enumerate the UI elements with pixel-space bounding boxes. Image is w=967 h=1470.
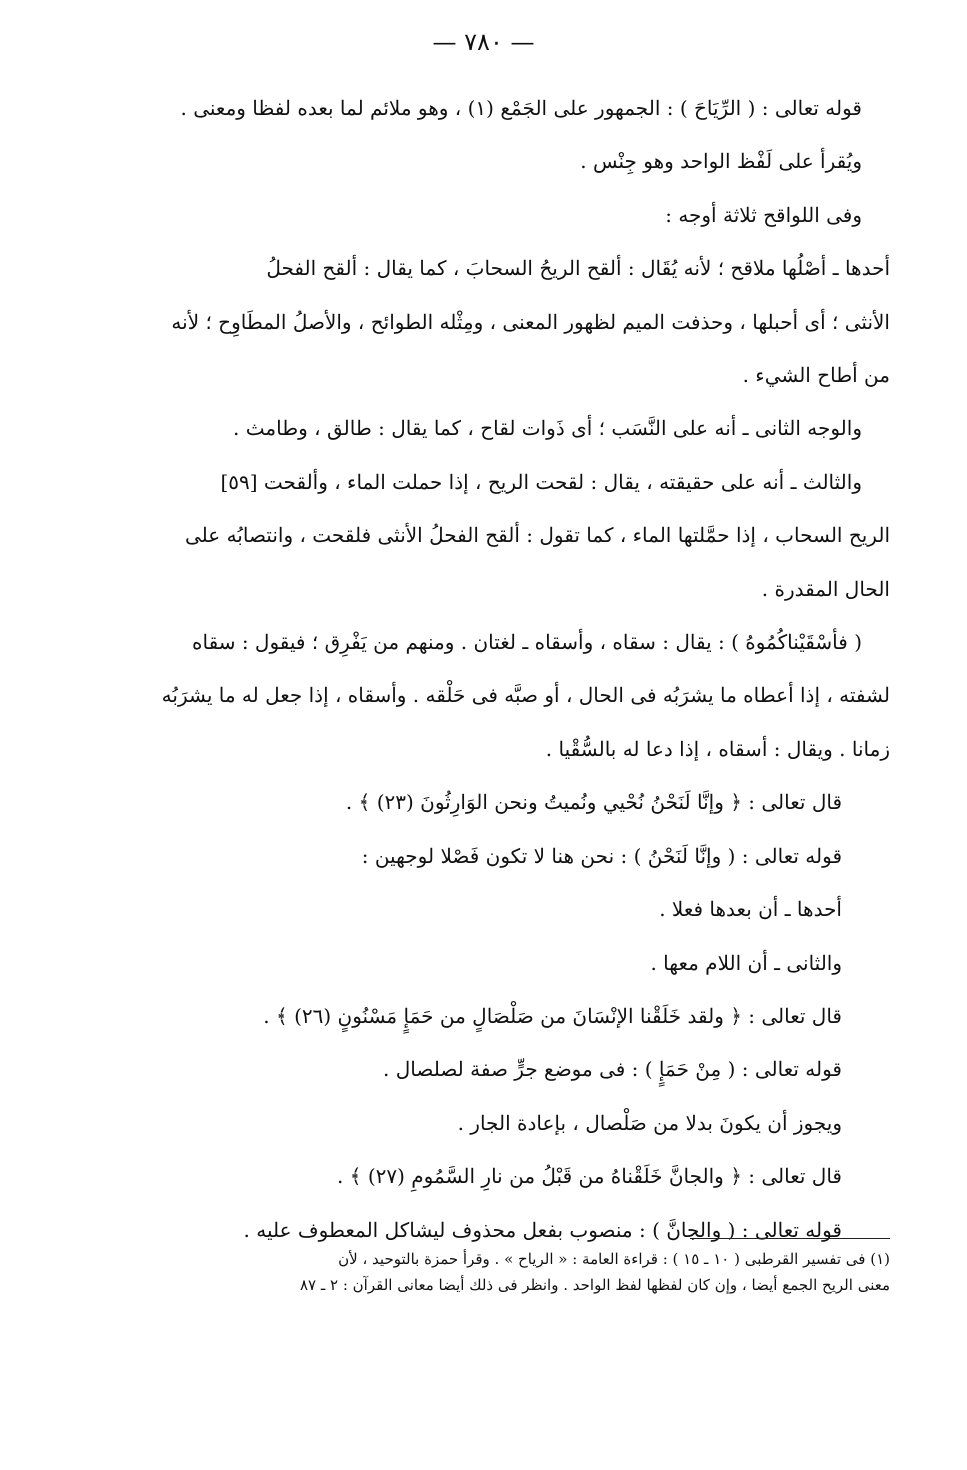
page-number: — ٧٨٠ — <box>432 28 535 56</box>
body-text <box>82 82 890 1257</box>
text-line: والثالث ـ أنه على حقيقته ، يقال : لقحت الريح ، إذا حملت الماء ، وألقحت [٥٩] <box>220 469 862 494</box>
text-line: زمانا . ويقال : أسقاه ، إذا دعا له بالسُّقْيا . <box>545 736 890 761</box>
text-line: ويُقرأ على لَفْظ الواحد وهو جِنْس . <box>580 149 862 174</box>
quran-verse-line: قال تعالى : ﴿ ولقد خَلَقْنا الإنْسَانَ من صَلْصَالٍ من حَمَإٍ مَسْنُونٍ (٢٦) ﴾ . <box>263 1003 842 1028</box>
text-line: ويجوز أن يكونَ بدلا من صَلْصال ، بإعادة الجار . <box>457 1110 842 1135</box>
text-line: والوجه الثانى ـ أنه على النَّسَب ؛ أى ذَوات لقاح ، كما يقال : طالق ، وطامث . <box>233 416 862 441</box>
footnote-line: معنى الريح الجمع أيضا ، وإن كان لفظها لفظ الواحد . وانظر فى ذلك أيضا معانى القرآن : ٢ ـ ٨٧ <box>299 1276 890 1294</box>
text-line: قوله تعالى : ( والجانَّ ) : منصوب بفعل محذوف ليشاكل المعطوف عليه . <box>243 1217 842 1242</box>
footnote-line: (١) فى تفسير القرطبى ( ١٠ ـ ١٥ ) : قراءة العامة : « الرياح » . وقرأ حمزة بالتوحيد ، لأن <box>338 1250 890 1268</box>
text-line: قوله تعالى : ( مِنْ حَمَإٍ ) : فى موضع جرٍّ صفة لصلصال . <box>383 1057 842 1082</box>
text-line: أحدها ـ أصْلُها ملاقح ؛ لأنه يُقَال : ألقح الريحُ السحابَ ، كما يقال : ألقح الفحلُ <box>266 256 890 281</box>
text-line: لشفته ، إذا أعطاه ما يشرَبُه فى الحال ، أو صبَّه فى حَلْقه . وأسقاه ، إذا جعل له ما يشرَبُه <box>161 683 890 708</box>
text-line: أحدها ـ أن بعدها فعلا . <box>659 897 842 922</box>
text-line: الريح السحاب ، إذا حمَّلتها الماء ، كما تقول : ألقح الفحلُ الأنثى فلقحت ، وانتصابُه على <box>184 523 890 548</box>
footnote-divider <box>690 1238 890 1239</box>
quran-verse-line: قال تعالى : ﴿ وإنَّا لَنَحْنُ نُحْيي ونُميتُ ونحن الوَارِثُونَ (٢٣) ﴾ . <box>345 790 842 815</box>
text-line: ( فأسْقَيْناكُمُوهُ ) : يقال : سقاه ، وأسقاه ـ لغتان . ومنهم من يَفْرِق ؛ فيقول : سقاه <box>192 630 862 655</box>
footnote <box>92 1246 890 1298</box>
text-line: الأنثى ؛ أى أحبلها ، وحذفت الميم لظهور المعنى ، ومِثْله الطوائح ، والأصلُ المطَاوِح ؛ لأنه <box>171 309 890 334</box>
text-line: الحال المقدرة . <box>761 576 890 601</box>
quran-verse-line: قال تعالى : ﴿ والجانَّ خَلَقْناهُ من قَبْلُ من نارِ السَّمُومِ (٢٧) ﴾ . <box>337 1164 842 1189</box>
text-line: وفى اللواقح ثلاثة أوجه : <box>665 202 862 227</box>
text-line: قوله تعالى : ( وإنَّا لَنَحْنُ ) : نحن هنا لا تكون فَصْلا لوجهين : <box>361 843 842 868</box>
text-line: والثانى ـ أن اللام معها . <box>650 950 842 975</box>
text-line: من أطاح الشيء . <box>742 363 890 388</box>
text-line: قوله تعالى : ( الرِّيَاحَ ) : الجمهور على الجَمْع (١) ، وهو ملائم لما بعده لفظا ومعنى . <box>180 96 862 120</box>
